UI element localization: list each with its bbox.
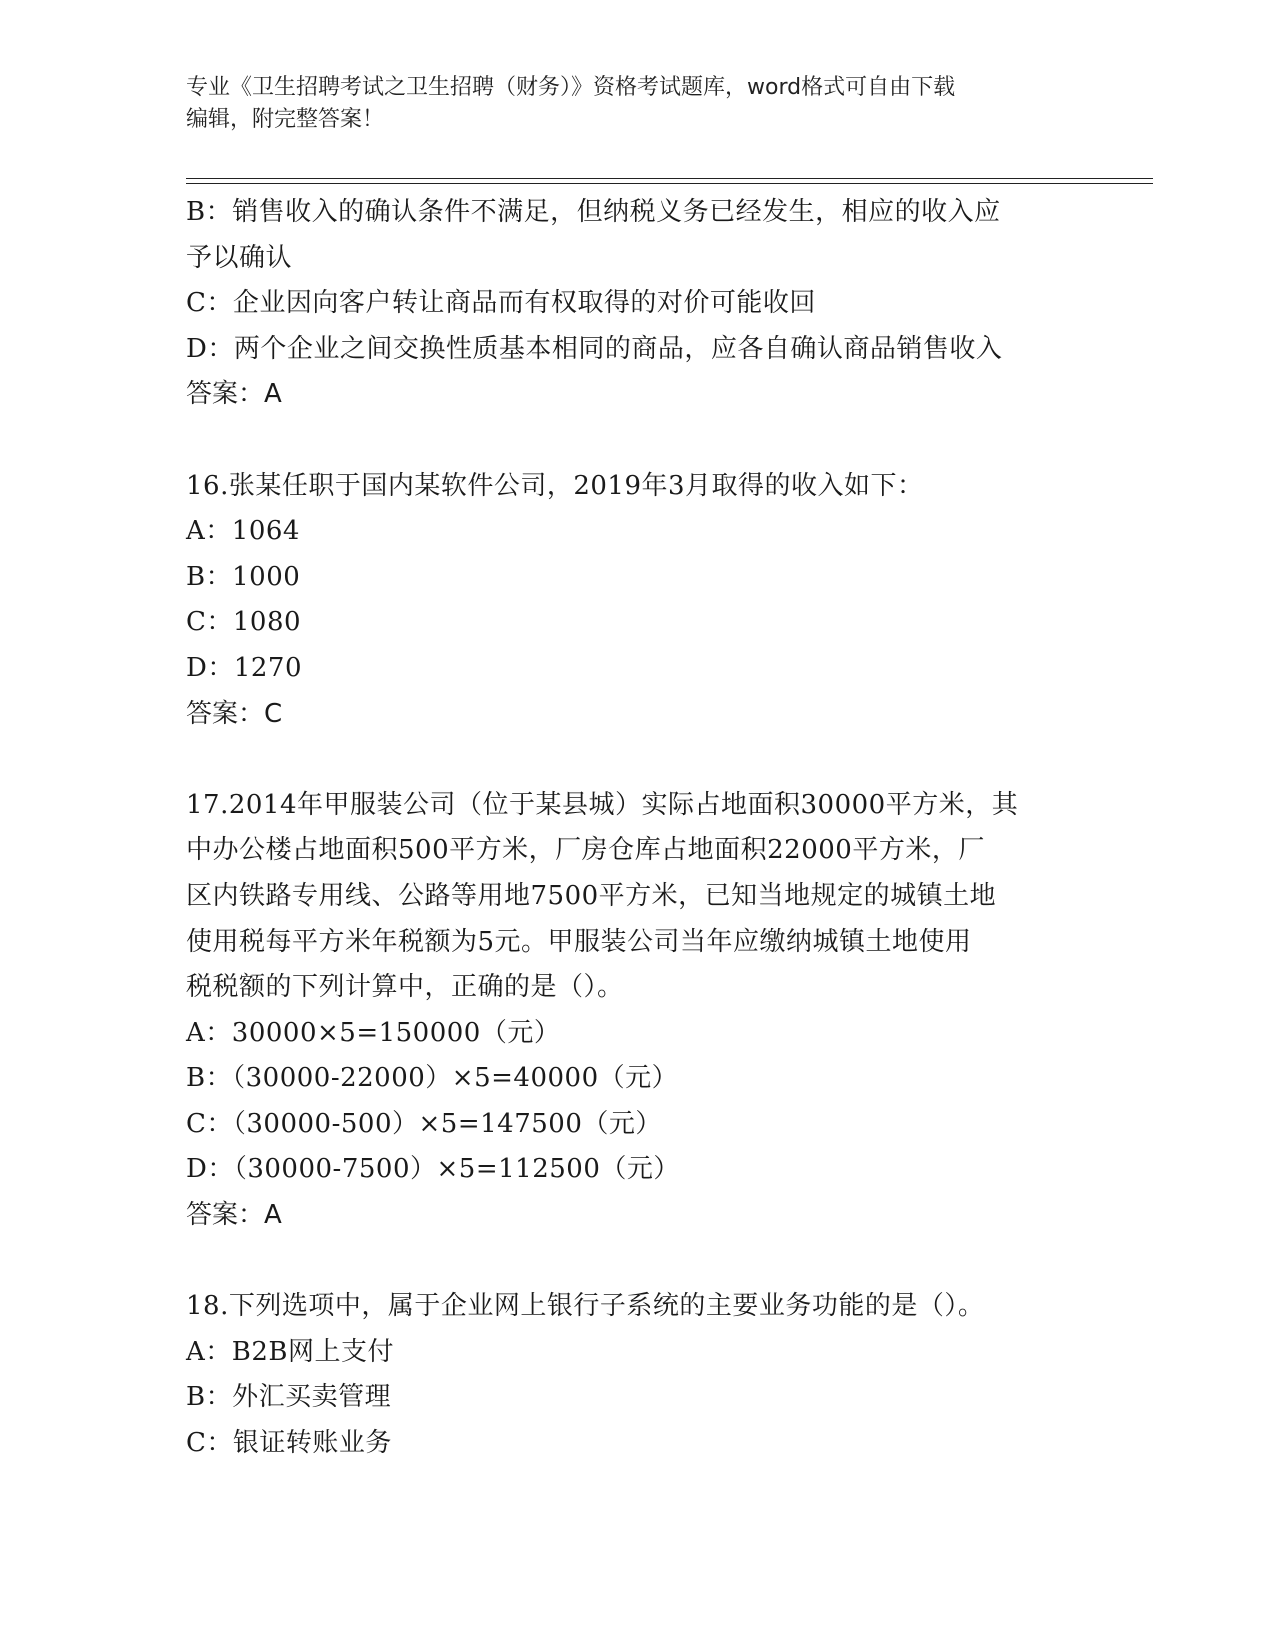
option-d: D：两个企业之间交换性质基本相同的商品，应各自确认商品销售收入 [186, 333, 1003, 364]
spacer [186, 737, 1086, 783]
option-c: C：1080 [186, 607, 302, 638]
spacer [186, 1239, 1086, 1285]
question-stem: 16.张某任职于国内某软件公司，2019年3月取得的收入如下： [186, 470, 924, 501]
option-d: D：（30000-7500）×5=112500（元） [186, 1154, 680, 1185]
question-stem-line-2: 中办公楼占地面积500平方米，厂房仓库占地面积22000平方米，厂 [186, 835, 985, 866]
answer: 答案：A [186, 1200, 282, 1231]
option-c: C：（30000-500）×5=147500（元） [186, 1108, 662, 1139]
question-list [186, 190, 1086, 1467]
answer: 答案：C [186, 698, 283, 729]
question-18 [186, 1284, 1086, 1466]
answer: 答案：A [186, 379, 282, 410]
question-16 [186, 464, 1086, 738]
option-a: A：30000×5=150000（元） [186, 1017, 561, 1048]
question-stem: 18.下列选项中，属于企业网上银行子系统的主要业务功能的是（）。 [186, 1291, 985, 1322]
header-divider-top [186, 178, 1153, 179]
document-header [186, 72, 1086, 136]
header-line-1: 专业《卫生招聘考试之卫生招聘（财务）》资格考试题库，word格式可自由下载 [186, 75, 956, 100]
question-stem-line-4: 使用税每平方米年税额为5元。甲服装公司当年应缴纳城镇土地使用 [186, 926, 972, 957]
option-a: A：1064 [186, 516, 300, 547]
option-c: C：企业因向客户转让商品而有权取得的对价可能收回 [186, 288, 816, 319]
option-a: A：B2B网上支付 [186, 1336, 395, 1367]
option-b: B：1000 [186, 561, 301, 592]
header-divider-bottom [186, 183, 1153, 184]
option-c: C：银证转账业务 [186, 1428, 392, 1459]
option-d: D：1270 [186, 652, 303, 683]
option-b: B：外汇买卖管理 [186, 1382, 392, 1413]
option-b-line-1: B：销售收入的确认条件不满足，但纳税义务已经发生，相应的收入应 [186, 197, 1001, 227]
question-stem-line-3: 区内铁路专用线、公路等用地7500平方米，已知当地规定的城镇土地 [186, 880, 997, 911]
option-b: B：（30000-22000）×5=40000（元） [186, 1063, 679, 1094]
option-b-line-2: 予以确认 [186, 242, 293, 273]
question-stem-line-1: 17.2014年甲服装公司（位于某县城）实际占地面积30000平方米，其 [186, 789, 1019, 820]
spacer [186, 418, 1086, 464]
header-line-2: 编辑，附完整答案！ [186, 107, 385, 132]
question-15-continued [186, 190, 1086, 418]
question-17 [186, 783, 1086, 1239]
question-stem-line-5: 税税额的下列计算中，正确的是（）。 [186, 972, 624, 1003]
